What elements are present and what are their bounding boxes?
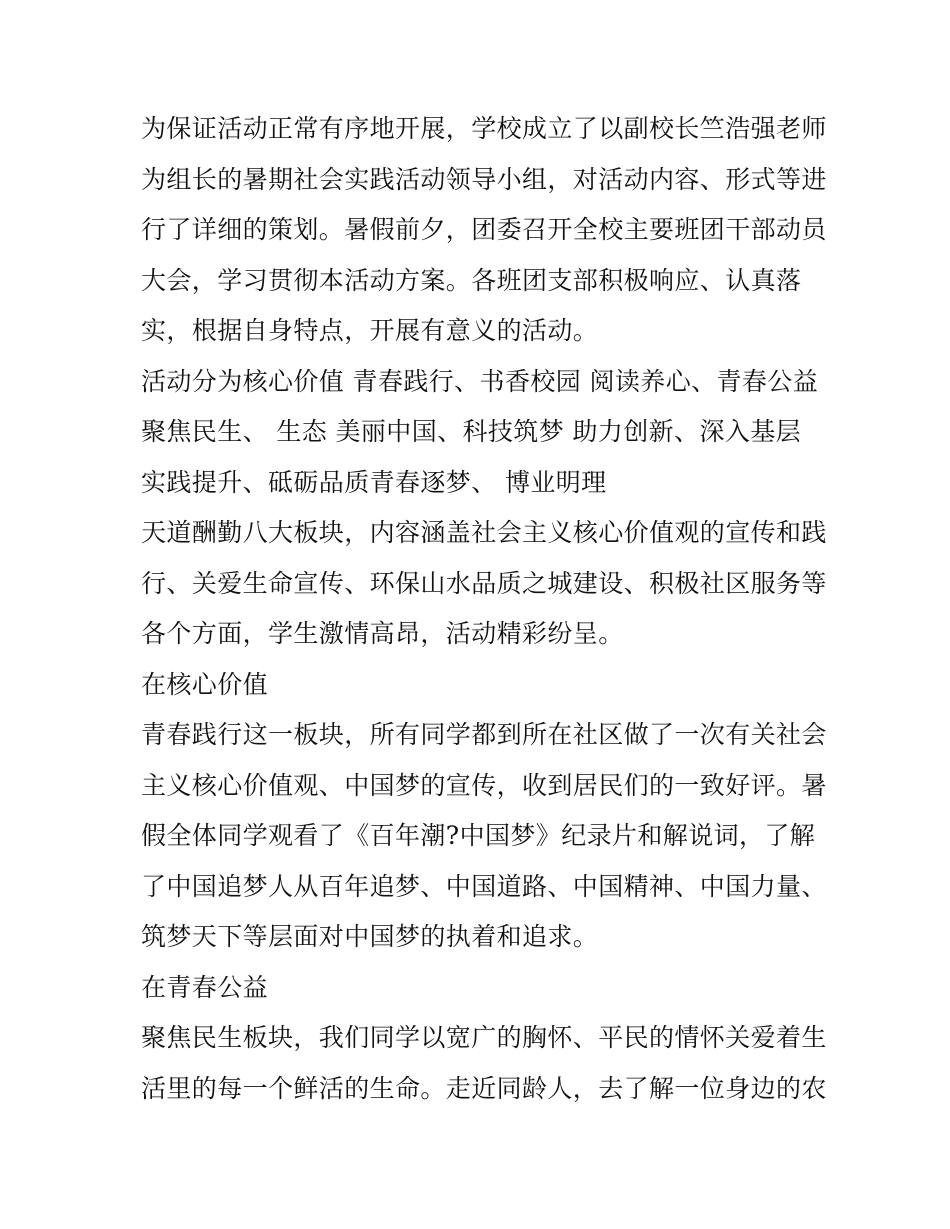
text-line: 假全体同学观看了《百年潮?中国梦》纪录片和解说词，了解 [141,821,816,850]
text-line: 活里的每一个鲜活的生命。走近同龄人，去了解一位身边的农 [141,1073,827,1103]
text-line: 青春践行这一板块，所有同学都到所在社区做了一次有关社会 [141,720,827,749]
text-line: 各个方面，学生激情高昂，活动精彩纷呈。 [141,619,624,648]
text-line: 行、关爱生命宣传、环保山水品质之城建设、积极社区服务等 [141,568,827,598]
text-line: 大会，学习贯彻本活动方案。各班团支部积极响应、认真落 [141,265,802,295]
text-line: 聚焦民生、 生态 美丽中国、科技筑梦 助力创新、深入基层 [141,417,802,446]
text-line: 了中国追梦人从百年追梦、中国道路、中国精神、中国力量、 [141,871,827,901]
text-line: 为保证活动正常有序地开展，学校成立了以副校长竺浩强老师 [141,114,827,143]
text-line: 实，根据自身特点，开展有意义的活动。 [141,316,599,345]
text-line: 天道酬勤八大板块，内容涵盖社会主义核心价值观的宣传和践 [141,518,827,547]
text-line: 聚焦民生板块，我们同学以宽广的胸怀、平民的情怀关爱着生 [141,1023,827,1052]
text-line: 主义核心价值观、中国梦的宣传，收到居民们的一致好评。暑 [141,770,827,800]
text-line: 行了详细的策划。暑假前夕，团委召开全校主要班团干部动员 [141,215,827,244]
section-heading: 在青春公益 [141,972,269,1002]
text-line: 筑梦天下等层面对中国梦的执着和追求。 [141,922,599,951]
section-heading: 在核心价值 [141,669,269,699]
body-text [141,104,827,1114]
text-line: 活动分为核心价值 青春践行、书香校园 阅读养心、青春公益 [141,366,819,396]
text-line: 实践提升、砥砺品质青春逐梦、 博业明理 [141,467,607,497]
text-line: 为组长的暑期社会实践活动领导小组，对活动内容、形式等进 [141,164,827,194]
